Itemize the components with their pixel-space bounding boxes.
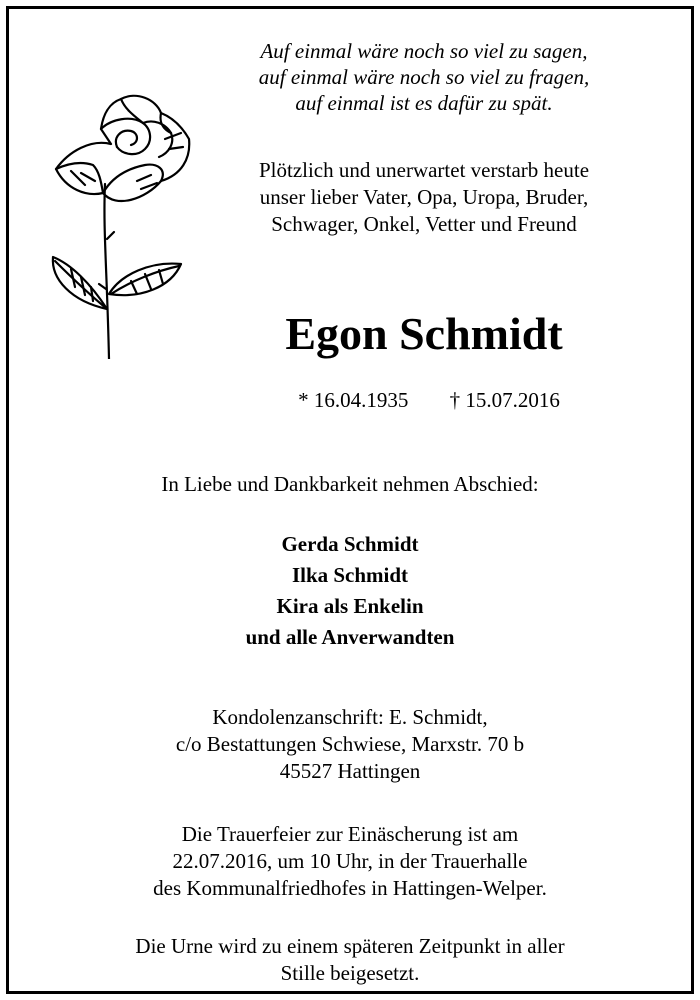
mourners-list bbox=[9, 529, 691, 653]
life-dates bbox=[239, 386, 619, 414]
poem-line: auf einmal wäre noch so viel zu fragen, bbox=[258, 65, 590, 89]
urn-info bbox=[9, 933, 691, 987]
poem-line: auf einmal ist es dafür zu spät. bbox=[295, 91, 553, 115]
ceremony-line: 22.07.2016, um 10 Uhr, in der Trauerhalle bbox=[172, 849, 528, 873]
address-line: 45527 Hattingen bbox=[279, 759, 421, 783]
urn-line: Die Urne wird zu einem späteren Zeitpunkt in aller bbox=[135, 934, 565, 958]
condolence-address bbox=[9, 704, 691, 785]
notice-line: unser lieber Vater, Opa, Uropa, Bruder, bbox=[259, 185, 589, 209]
birth-date: * 16.04.1935 bbox=[298, 388, 409, 412]
urn-line: Stille beigesetzt. bbox=[280, 961, 420, 985]
poem bbox=[214, 38, 634, 116]
mourner: Gerda Schmidt bbox=[281, 532, 419, 556]
poem-line: Auf einmal wäre noch so viel zu sagen, bbox=[260, 39, 588, 63]
mourner: Ilka Schmidt bbox=[291, 563, 409, 587]
mourner: und alle Anverwandten bbox=[245, 625, 455, 649]
rose-icon bbox=[41, 89, 211, 359]
notice-line: Plötzlich und unerwartet verstarb heute bbox=[258, 158, 590, 182]
death-notice bbox=[214, 157, 634, 238]
address-line: Kondolenzanschrift: E. Schmidt, bbox=[212, 705, 488, 729]
farewell-intro: In Liebe und Dankbarkeit nehmen Abschied: bbox=[161, 472, 539, 496]
obituary-card bbox=[6, 6, 694, 994]
ceremony-line: des Kommunalfriedhofes in Hattingen-Welper. bbox=[153, 876, 547, 900]
mourner: Kira als Enkelin bbox=[276, 594, 424, 618]
address-line: c/o Bestattungen Schwiese, Marxstr. 70 b bbox=[175, 732, 525, 756]
death-date: † 15.07.2016 bbox=[449, 388, 560, 412]
ceremony-line: Die Trauerfeier zur Einäscherung ist am bbox=[181, 822, 519, 846]
deceased-name: Egon Schmidt bbox=[285, 308, 563, 359]
ceremony-info bbox=[9, 821, 691, 902]
notice-line: Schwager, Onkel, Vetter und Freund bbox=[271, 212, 577, 236]
